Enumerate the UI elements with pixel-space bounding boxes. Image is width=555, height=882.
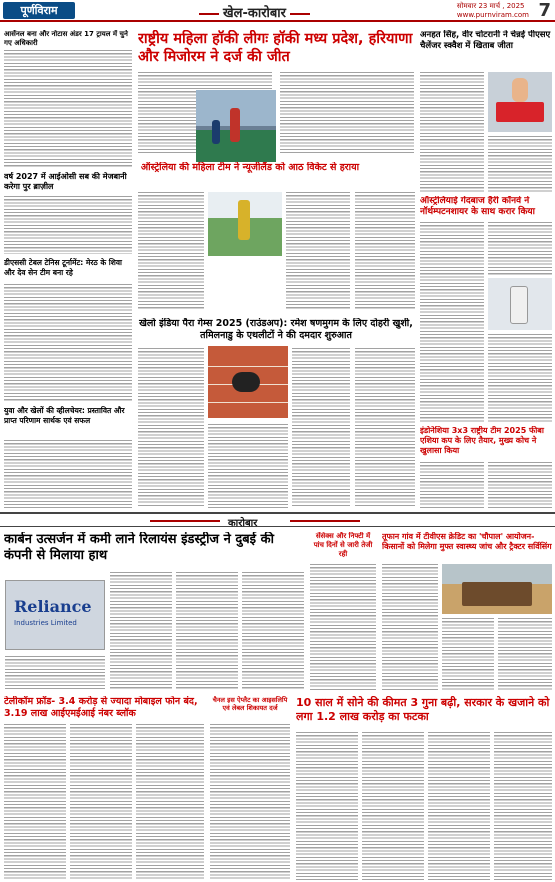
left-story-1 — [4, 50, 132, 168]
sub1-story-a — [138, 192, 204, 310]
reliance-story-b — [176, 572, 238, 690]
sub2-story-a — [138, 348, 204, 508]
reliance-story-d — [242, 572, 304, 690]
telecom-story-b — [70, 724, 132, 880]
telecom-headline: टेलीकॉम फ्रॉड- 3.4 करोड़ से ज्यादा मोबाइल फोन बंद, 3.19 लाख आईएमईआई नंबर ब्लॉक — [4, 696, 198, 719]
left-story-3 — [4, 284, 132, 402]
para-games-photo — [208, 346, 288, 418]
village-story-a — [382, 564, 438, 690]
sub2-story-d — [355, 348, 415, 508]
left-headline-2: वर्ष 2027 में आईओसी सब की मेजबानी करेगा पुर ब्राज़ील — [4, 172, 127, 191]
right-headline-2: ऑस्ट्रेलियाई गेंदबाज हैरी कॉनवे ने नॉर्थम्पटनशायर के साथ करार किया — [420, 196, 535, 217]
gold-headline: 10 साल में सोने की कीमत 3 गुना बढ़ी, सरकार के खजाने को लगा 1.2 लाख करोड़ का फटका — [296, 696, 550, 723]
reliance-wordmark: Reliance — [14, 597, 92, 616]
date-text: सोमवार 23 मार्च , 2025 — [456, 2, 525, 10]
right-story-2c — [488, 334, 552, 422]
gold-story-a — [296, 732, 358, 880]
sensex-headline: सेंसेक्स और निफ्टी में पांच दिनों से जारी तेजी रही — [313, 532, 373, 558]
reliance-story-c — [5, 656, 105, 690]
right-story-3a — [420, 462, 484, 508]
lead-headline: राष्ट्रीय महिला हॉकी लीगः हॉकी मध्य प्रदेश, हरियाणा और मिजोरम ने दर्ज की जीत — [138, 31, 413, 65]
reliance-logo-image — [5, 580, 105, 650]
lead-story-b — [280, 72, 414, 154]
right-headline-3: इंडोनेशिया 3x3 राष्ट्रीय टीम 2025 फीबा एशिया कप के लिए तैयार, मुख्य कोच ने खुलासा किया — [420, 426, 544, 455]
section-title: खेल-कारोबार — [195, 3, 314, 21]
conway-photo — [488, 278, 552, 330]
right-headline-1: अनहत सिंह, वीर चोटरानी ने चेन्नई पीएसए चैलेंजर स्क्वैश में खिताब जीता — [420, 30, 551, 51]
sub2-story-c — [292, 348, 350, 508]
telecom-story-c — [136, 724, 204, 880]
right-story-1b — [488, 136, 552, 192]
ai-story — [210, 724, 290, 880]
section-band — [0, 512, 555, 527]
masthead-logo: पूर्णविराम — [3, 2, 75, 19]
left-headline-1: आर्सेनल बना और नोटास अंडर 17 ट्रायल में चुने गए अधिकारी — [4, 30, 128, 47]
left-headline-4: युवा और खेलों की व्हीलचेयर: प्रस्तावित और प्राप्त परिणाम सार्थक एवं सफल — [4, 406, 125, 425]
dateline — [457, 2, 529, 20]
page-number: 7 — [538, 0, 551, 21]
right-story-2b — [488, 222, 552, 276]
sensex-story — [310, 564, 376, 690]
right-story-3b — [488, 462, 552, 508]
gold-story-b — [362, 732, 424, 880]
village-photo — [442, 564, 552, 614]
ai-headline: चैनल इस ऐप्लैट का आइसलिपि एवं लेबल शिकायत दर्ज — [212, 696, 288, 712]
right-story-2a — [420, 222, 484, 422]
left-headline-3: डीएससी टेबल टेनिस टूर्नामेंट: मेरठ के शिवा और देव सेन टीम बना रहे — [4, 258, 122, 277]
reliance-story-a — [110, 572, 172, 690]
village-story-b — [442, 618, 494, 690]
business-headline: कार्बन उत्सर्जन में कमी लाने रिलायंस इंडस्ट्रीज ने दुबई की कंपनी से मिलाया हाथ — [4, 532, 274, 563]
squash-photo — [488, 72, 552, 132]
gold-story-c — [428, 732, 490, 880]
village-story-c — [498, 618, 552, 690]
lead-sub-headline-2: खेलो इंडिया पैरा गेम्स 2025 (राउंडअप): रमेश षणमुगम के लिए दोहरी खुशी, तमिलनाडु के एथलीटों ने की दमदार शुरुआत — [139, 318, 413, 341]
village-headline: तूफान गांव में टीवीएस क्रेडिट का 'चौपाल' आयोजन- किसानों को मिलेगा मुफ्त स्वास्थ्य जांच और ट्रैक्टर सर्विसिंग — [382, 532, 552, 551]
section-band-title: कारोबार — [228, 518, 258, 529]
gold-story-d — [494, 732, 552, 880]
sub2-story-b — [208, 424, 288, 508]
reliance-tagline: Industries Limited — [14, 619, 77, 627]
sub1-story-c — [355, 192, 415, 310]
sub1-story-b — [286, 192, 350, 310]
website-text: www.purnviram.com — [456, 11, 529, 19]
lead-sub-headline-1: ऑस्ट्रेलिया की महिला टीम ने न्यूजीलैंड को आठ विकेट से हराया — [140, 162, 360, 173]
telecom-story-a — [4, 724, 66, 880]
left-story-2 — [4, 196, 132, 254]
cricket-photo — [208, 192, 282, 256]
left-story-4 — [4, 440, 132, 508]
hockey-photo — [196, 90, 276, 162]
right-story-1a — [420, 72, 484, 192]
masthead-bar — [0, 0, 555, 22]
